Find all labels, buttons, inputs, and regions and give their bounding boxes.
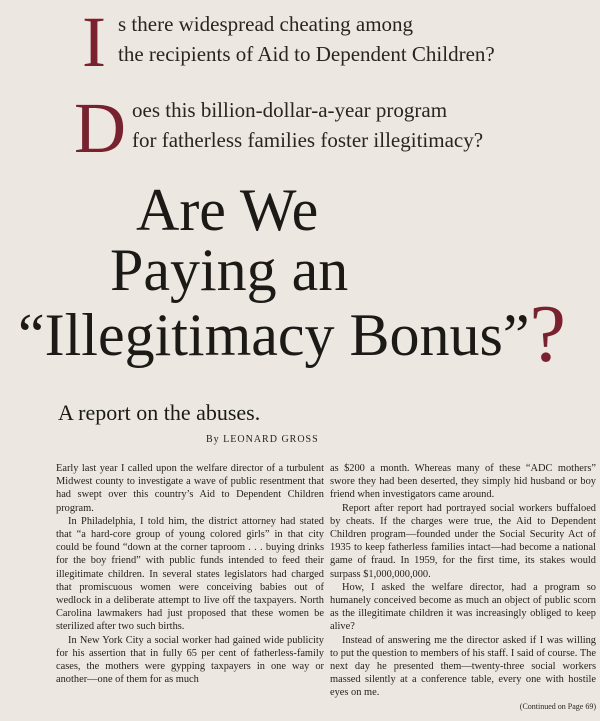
headline-question-mark: ? <box>529 288 566 379</box>
paragraph: Report after report had portrayed social workers buffaloed by cheats. If the charges were true, the Aid to Dependent Children program—founded under the Social Security Act of 1935 to keep fatherless families intact—had become a national game of fraud. In 1959, for the first time, its stakes would surpass $1,000,000,000. <box>330 502 596 580</box>
headline-line-2: Paying an <box>110 237 349 303</box>
headline-line-1: Are We <box>136 177 319 243</box>
headline-line-3 <box>18 288 600 379</box>
deck-question-2-line-2: for fatherless families foster illegitimacy? <box>132 128 484 152</box>
deck-question-2-line-1: oes this billion-dollar-a-year program <box>132 98 448 122</box>
headline-line-3-text: “Illegitimacy Bonus” <box>18 302 530 368</box>
deck-question-1-line-2: the recipients of Aid to Dependent Children? <box>118 42 495 66</box>
paragraph: Early last year I called upon the welfare director of a turbulent Midwest county to investigate a wave of public resentment that had swept over this country’s Aid to Dependent Children program. <box>56 463 324 514</box>
drop-cap-d: D <box>74 88 126 168</box>
body-column-right <box>330 462 596 713</box>
deck-question-1-line-1: s there widespread cheating among <box>118 12 414 36</box>
drop-cap-i: I <box>82 2 106 82</box>
subhead: A report on the abuses. <box>58 400 261 425</box>
paragraph: In Philadelphia, I told him, the district attorney had stated that “a hard-core group of young colored girls” in that city could be found “down at the corner taproom . . . buying drinks for the boy friend” with public funds intended to feed their illegitimate children. In several states legislators had charged that promiscuous women were conceiving babies out of wedlock in a deliberate attempt to live off the taxpayers. North Carolina lawmakers had just proposed that these women be sterilized after two such births. <box>56 515 324 633</box>
paragraph: How, I asked the welfare director, had a program so humanely conceived become as much an object of public scorn as the illegitimate children it was increasingly obliged to keep alive? <box>330 581 596 633</box>
paragraph: In New York City a social worker had gained wide publicity for his assertion that in fully 65 per cent of fatherless-family cases, the mothers were gypping taxpayers in one way or another—one of them for as much <box>56 634 324 686</box>
body-column-left <box>56 462 324 686</box>
continued-note: (Continued on Page 69) <box>519 701 596 711</box>
paragraph: Instead of answering me the director asked if I was willing to put the question to members of his staff. I said of course. The next day he presented them—twenty-three social workers massed silently at a conference table, every one with hostile eyes on me. <box>330 634 596 699</box>
byline: By LEONARD GROSS <box>206 434 319 445</box>
paragraph: as $200 a month. Whereas many of these “ADC mothers” swore they had been deserted, they simply hid husband or boy friend when investigators came around. <box>330 463 596 501</box>
